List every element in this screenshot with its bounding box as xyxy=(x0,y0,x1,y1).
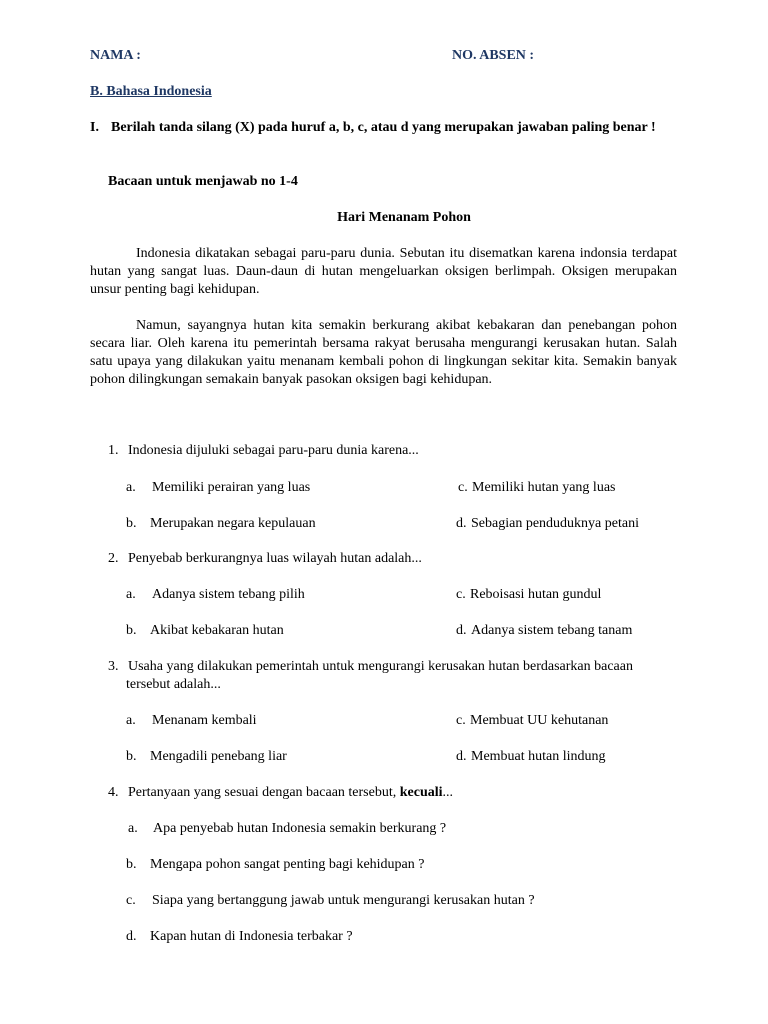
option-letter: d. xyxy=(456,623,467,638)
instruction-number: I. xyxy=(90,120,99,135)
option-text: Akibat kebakaran hutan xyxy=(150,623,284,638)
option-letter: b. xyxy=(126,516,137,531)
option-text: Memiliki hutan yang luas xyxy=(472,480,616,495)
option-letter: b. xyxy=(126,857,137,872)
option-letter: c. xyxy=(458,480,468,495)
option-text: Apa penyebab hutan Indonesia semakin berkurang ? xyxy=(153,821,447,836)
question-text: Usaha yang dilakukan pemerintah untuk mengurangi kerusakan hutan berdasarkan bacaan tersebut adalah... xyxy=(126,659,633,692)
question-text-part: ... xyxy=(442,785,454,800)
option-letter: d. xyxy=(456,749,467,764)
reading-paragraph-1: Indonesia dikatakan sebagai paru-paru dunia. Sebutan itu disematkan karena indonsia terdapat hutan yang sangat luas. Daun-daun di hutan mengeluarkan oksigen berlimpah. Oksigen merupakan unsur penting bagi kehidupan. xyxy=(90,246,677,297)
option-text: Kapan hutan di Indonesia terbakar ? xyxy=(150,929,353,944)
option-text: Adanya sistem tebang pilih xyxy=(152,587,305,602)
option-text: Membuat UU kehutanan xyxy=(470,713,609,728)
question-number: 4. xyxy=(108,785,119,800)
option-letter: b. xyxy=(126,623,137,638)
reading-intro: Bacaan untuk menjawab no 1-4 xyxy=(108,174,298,189)
option-text: Membuat hutan lindung xyxy=(471,749,606,764)
option-text: Siapa yang bertanggung jawab untuk mengurangi kerusakan hutan ? xyxy=(152,893,535,908)
option-letter: a. xyxy=(126,587,136,602)
question-number: 1. xyxy=(108,443,119,458)
option-text: Merupakan negara kepulauan xyxy=(150,516,316,531)
absen-label: NO. ABSEN : xyxy=(452,48,535,63)
reading-title: Hari Menanam Pohon xyxy=(337,210,471,225)
option-letter: b. xyxy=(126,749,137,764)
option-letter: a. xyxy=(128,821,138,836)
instruction-text: Berilah tanda silang (X) pada huruf a, b, c, atau d yang merupakan jawaban paling benar ! xyxy=(111,120,656,135)
nama-label: NAMA : xyxy=(90,48,141,63)
option-text: Mengadili penebang liar xyxy=(150,749,287,764)
option-text: Mengapa pohon sangat penting bagi kehidupan ? xyxy=(150,857,425,872)
option-letter: c. xyxy=(456,713,466,728)
option-letter: a. xyxy=(126,713,136,728)
option-text: Memiliki perairan yang luas xyxy=(152,480,311,495)
option-letter: d. xyxy=(126,929,137,944)
option-text: Sebagian penduduknya petani xyxy=(471,516,639,531)
option-letter: d. xyxy=(456,516,467,531)
question-text xyxy=(128,784,453,802)
question-text-part: Pertanyaan yang sesuai dengan bacaan tersebut, xyxy=(128,785,400,800)
option-text: Adanya sistem tebang tanam xyxy=(471,623,633,638)
question-number: 2. xyxy=(108,551,119,566)
question-number: 3. xyxy=(108,659,119,674)
question-keyword-kecuali: kecuali xyxy=(399,785,443,800)
question-text: Indonesia dijuluki sebagai paru-paru dunia karena... xyxy=(128,443,419,458)
option-letter: c. xyxy=(456,587,466,602)
option-text: Menanam kembali xyxy=(152,713,257,728)
option-letter: c. xyxy=(126,893,136,908)
section-title: B. Bahasa Indonesia xyxy=(90,84,212,99)
option-text: Reboisasi hutan gundul xyxy=(470,587,602,602)
option-letter: a. xyxy=(126,480,136,495)
question-text: Penyebab berkurangnya luas wilayah hutan adalah... xyxy=(128,551,422,566)
reading-paragraph-2: Namun, sayangnya hutan kita semakin berkurang akibat kebakaran dan penebangan pohon secara liar. Oleh karena itu pemerintah bersama rakyat berusaha mengurangi kerusakan hutan. Salah satu upaya yang dilakukan yaitu menanam kembali pohon di lingkungan sekitar kita. Semakin banyak pohon dilingkungan semakain banyak pasokan oksigen bagi kehidupan. xyxy=(90,318,677,387)
